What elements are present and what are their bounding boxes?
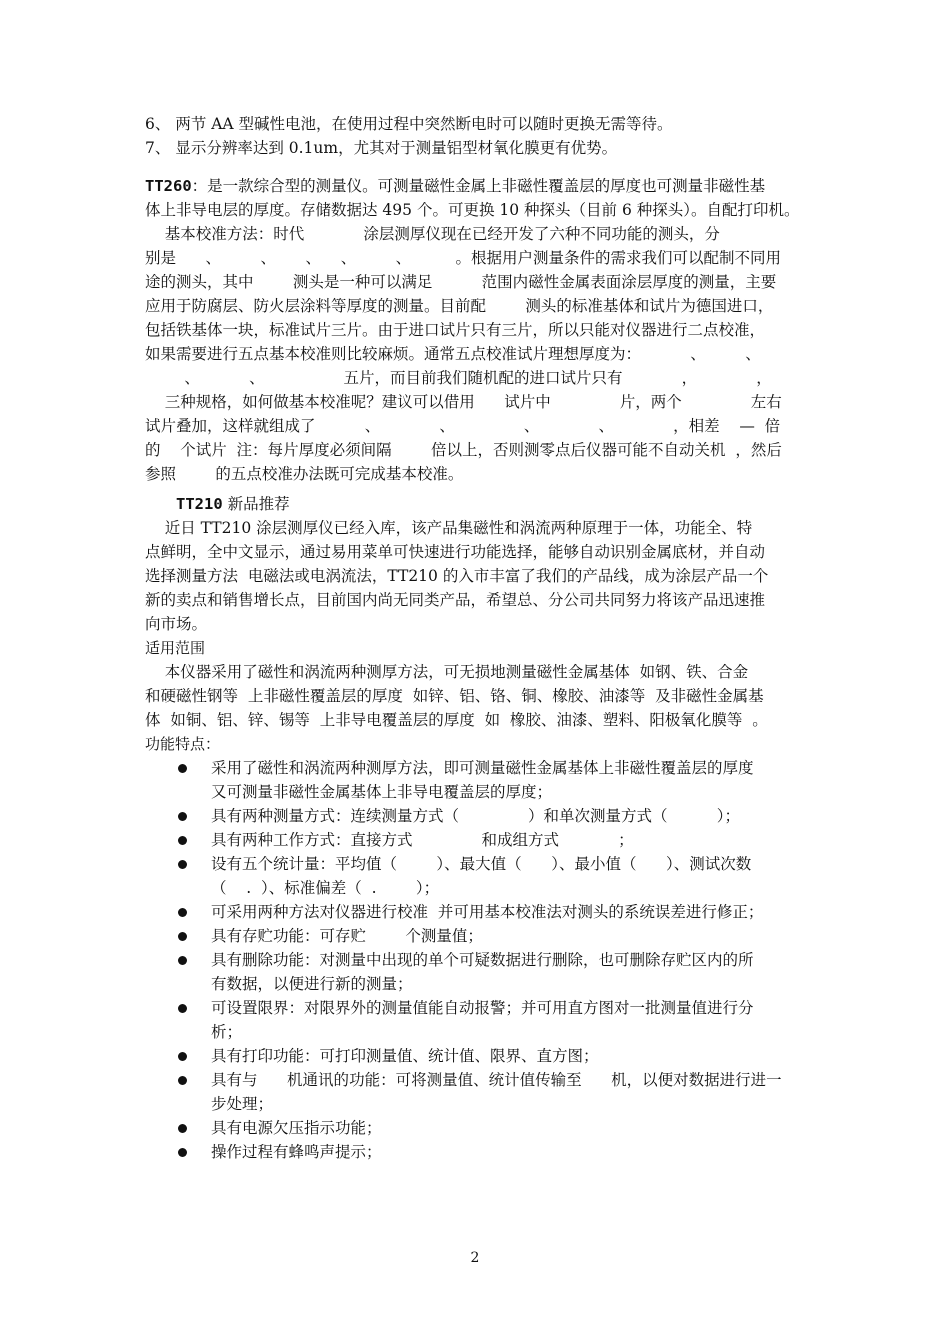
feature-item (145, 900, 810, 924)
bullet-icon (178, 812, 187, 821)
tt210-line: 向市场。 (145, 615, 208, 633)
feature-item (145, 828, 810, 852)
feature-line: 可设置限界：对限界外的测量值能自动报警；并可用直方图对一批测量值进行分 (211, 999, 754, 1017)
tt260-line: TT260：是一款综合型的测量仪。可测量磁性金属上非磁性覆盖层的厚度也可测量非磁性基 (145, 177, 766, 195)
bullet-icon (178, 908, 187, 917)
tt210-line: 近日 TT210 涂层测厚仪已经入库，该产品集磁性和涡流两种原理于一体，功能全、特 (145, 519, 753, 537)
feature-line: 操作过程有蜂鸣声提示； (211, 1143, 382, 1161)
feature-line: 具有删除功能：对测量中出现的单个可疑数据进行删除，也可删除存贮区内的所 (211, 951, 754, 969)
tt260-line: 包括铁基体一块，标准试片三片。由于进口试片只有三片，所以只能对仪器进行二点校准， (145, 321, 766, 339)
feature-line: 步处理； (211, 1095, 274, 1113)
feature-item (145, 1116, 810, 1140)
feature-line: 又可测量非磁性金属基体上非导电覆盖层的厚度； (211, 783, 553, 801)
feature-item (145, 948, 810, 996)
feature-item (145, 1044, 810, 1068)
feature-item (145, 996, 810, 1044)
feature-item (145, 852, 810, 900)
tt260-line: 参照 的五点校准办法既可完成基本校准。 (145, 465, 464, 483)
tt260-line: 的 个试片 注：每片厚度必须间隔 倍以上，否则测零点后仪器可能不自动关机 ，然后 (145, 441, 782, 459)
tt260-line: 应用于防腐层、防火层涂料等厚度的测量。目前配 测头的标准基体和试片为德国进口， (145, 297, 774, 315)
list-item: 6、 两节 AA 型碱性电池，在使用过程中突然断电时可以随时更换无需等待。 (145, 115, 673, 133)
bullet-icon (178, 860, 187, 869)
tt260-line: 三种规格，如何做基本校准呢？建议可以借用 试片中 片，两个 左右 (145, 393, 782, 411)
scope-line: 体 如铜、铝、锌、锡等 上非导电覆盖层的厚度 如 橡胶、油漆、塑料、阳极氧化膜等 。 (145, 711, 768, 729)
feature-line: 具有打印功能：可打印测量值、统计值、限界、直方图； (211, 1047, 599, 1065)
bullet-icon (178, 1076, 187, 1085)
feature-line: 具有存贮功能：可存贮 个测量值； (211, 927, 483, 945)
feature-item (145, 1140, 810, 1164)
feature-item (145, 804, 810, 828)
feature-item (145, 924, 810, 948)
tt260-label: TT260 (145, 177, 192, 195)
bullet-icon (178, 836, 187, 845)
bullet-icon (178, 1052, 187, 1061)
bullet-icon (178, 1148, 187, 1157)
tt210-line: 选择测量方法 电磁法或电涡流法，TT210 的入市丰富了我们的产品线，成为涂层产品一个 (145, 567, 769, 585)
page-number: 2 (470, 1250, 480, 1266)
feature-line: 设有五个统计量：平均值（ ）、最大值（ ）、最小值（ ）、测试次数 (211, 855, 752, 873)
tt260-line: 如果需要进行五点基本校准则比较麻烦。通常五点校准试片理想厚度为： 、 、 (145, 345, 761, 363)
bullet-icon (178, 932, 187, 941)
feature-item (145, 1068, 810, 1116)
tt210-line: 点鲜明，全中文显示，通过易用菜单可快速进行功能选择，能够自动识别金属底材，并自动 (145, 543, 766, 561)
tt260-line: 途的测头，其中 测头是一种可以满足 范围内磁性金属表面涂层厚度的测量，主要 (145, 273, 777, 291)
scope-line: 本仪器采用了磁性和涡流两种测厚方法，可无损地测量磁性金属基体 如钢、铁、合金 (145, 663, 749, 681)
tt260-line: 别是 、 、 、 、 、 。根据用户测量条件的需求我们可以配制不同用 (145, 249, 782, 267)
feature-line: 具有两种工作方式：直接方式 和成组方式 ； (211, 831, 634, 849)
scope-heading: 适用范围 (145, 639, 206, 657)
tt260-line: 、 、 五片，而目前我们随机配的进口试片只有 ， ， (145, 369, 772, 387)
bullet-icon (178, 1004, 187, 1013)
features-heading: 功能特点： (145, 735, 221, 753)
tt210-line: 新的卖点和销售增长点，目前国内尚无同类产品，希望总、分公司共同努力将该产品迅速推 (145, 591, 766, 609)
feature-line: 具有两种测量方式：连续测量方式（ ）和单次测量方式（ ）； (211, 807, 741, 825)
tt260-line: 基本校准方法：时代 涂层测厚仪现在已经开发了六种不同功能的测头，分 (145, 225, 720, 243)
bullet-icon (178, 956, 187, 965)
feature-line: 具有与 机通讯的功能：可将测量值、统计值传输至 机，以便对数据进行进一 (211, 1071, 782, 1089)
feature-line: 可采用两种方法对仪器进行校准 并可用基本校准法对测头的系统误差进行修正； (211, 903, 764, 921)
bullet-icon (178, 1124, 187, 1133)
list-item: 7、 显示分辨率达到 0.1um，尤其对于测量铝型材氧化膜更有优势。 (145, 139, 618, 157)
feature-line: 有数据，以便进行新的测量； (211, 975, 413, 993)
feature-line: 具有电源欠压指示功能； (211, 1119, 382, 1137)
scope-line: 和硬磁性钢等 上非磁性覆盖层的厚度 如锌、铝、铬、铜、橡胶、油漆等 及非磁性金属基 (145, 687, 764, 705)
tt260-line: 试片叠加，这样就组成了 、 、 、 、 ，相差 — 倍 (145, 417, 781, 435)
bullet-icon (178, 764, 187, 773)
tt260-line: 体上非导电层的厚度。存储数据达 495 个。可更换 10 种探头（目前 6 种探头）。自配打印机。 (145, 201, 800, 219)
feature-item (145, 756, 810, 804)
feature-line: （ . ）、标准偏差（ . ）； (211, 879, 440, 897)
feature-line: 采用了磁性和涡流两种测厚方法，即可测量磁性金属基体上非磁性覆盖层的厚度 (211, 759, 754, 777)
document-page (145, 112, 810, 1164)
feature-line: 析； (211, 1023, 243, 1041)
tt210-title: TT210 新品推荐 (176, 495, 290, 513)
features-list (145, 756, 810, 1164)
